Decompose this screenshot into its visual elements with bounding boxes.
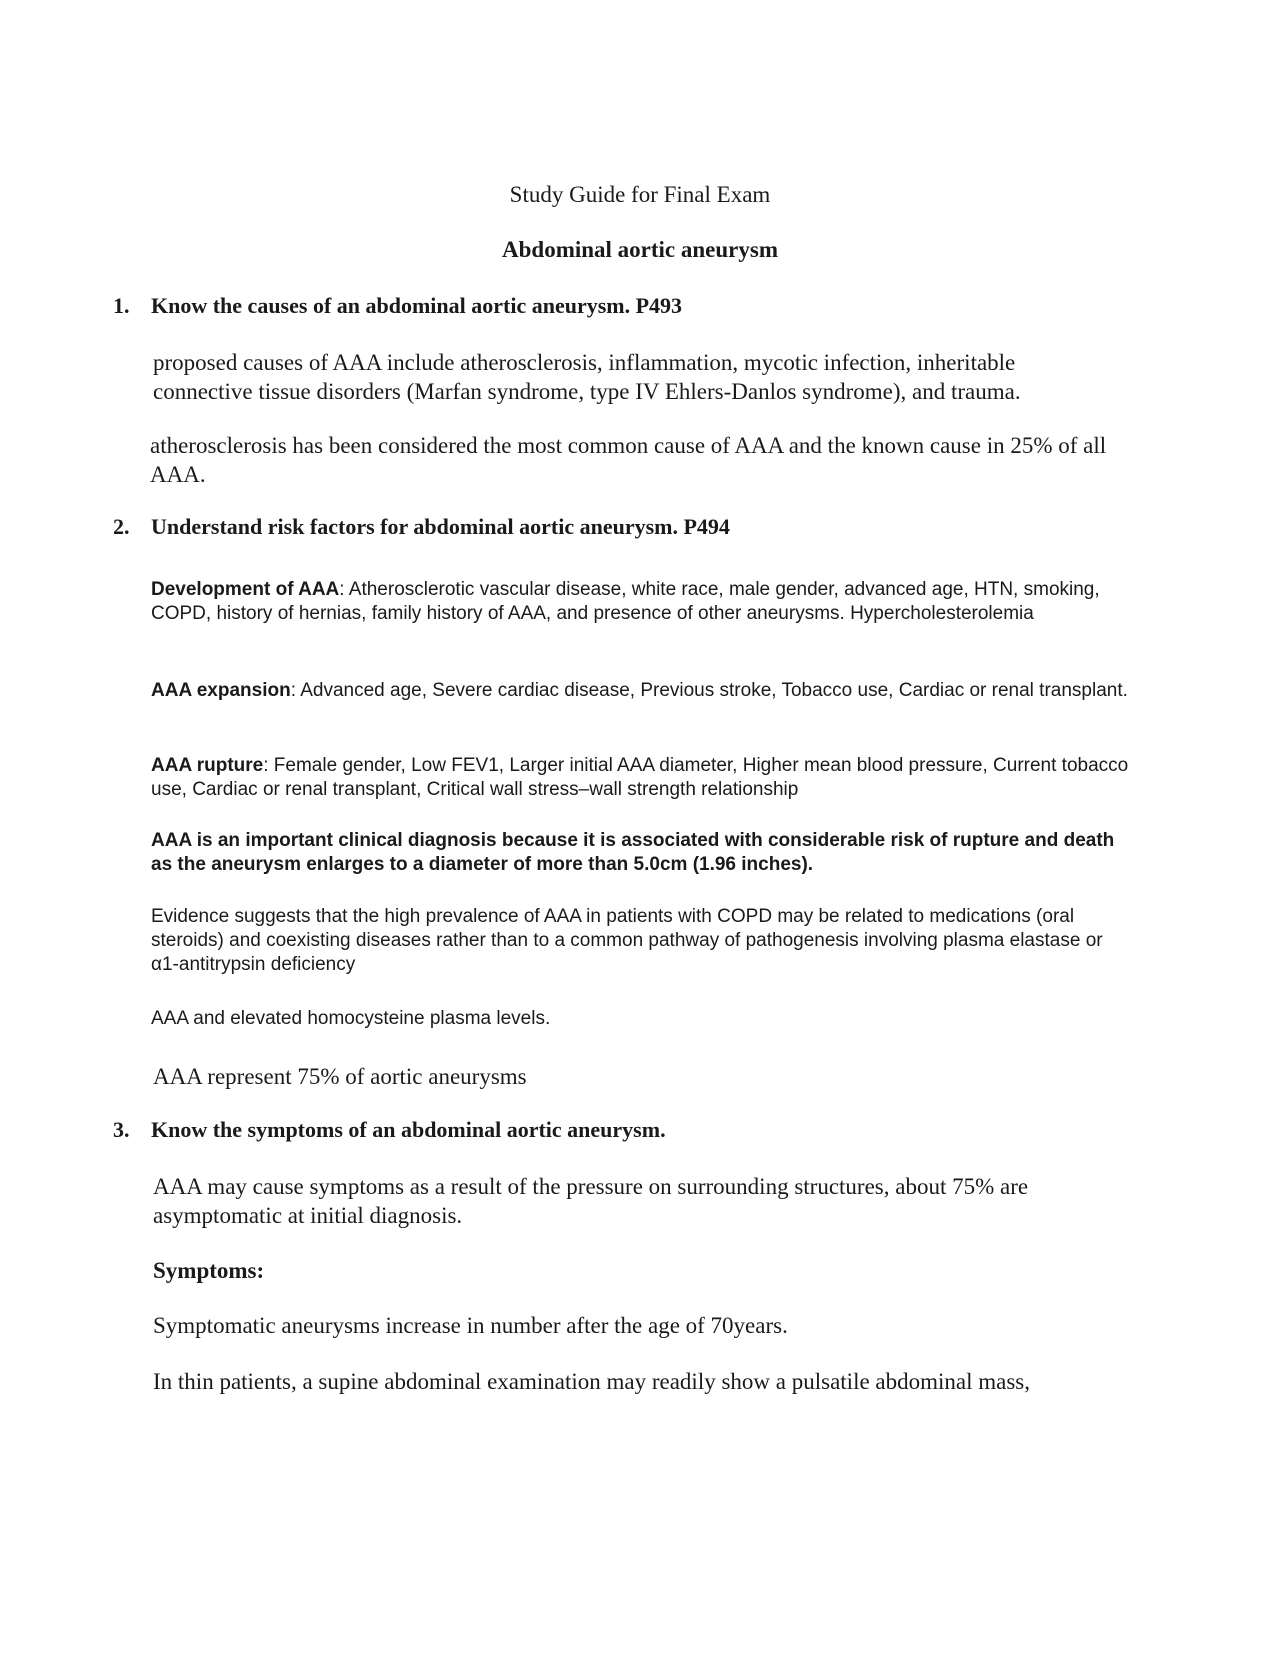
q3-paragraph-2: Symptomatic aneurysms increase in number after the age of 70years. xyxy=(153,1313,788,1338)
q1-paragraph-1: proposed causes of AAA include atherosclerosis, inflammation, mycotic infection, inheritable connective tissue disorders (Marfan syndrome, type IV Ehlers-Danlos syndrome), and trauma. xyxy=(153,350,1021,404)
question-2 xyxy=(113,514,730,540)
question-3 xyxy=(113,1117,666,1143)
question-number: 3. xyxy=(113,1117,130,1142)
section-title: Abdominal aortic aneurysm xyxy=(502,237,778,262)
question-number: 2. xyxy=(113,514,130,539)
risk-label: Development of AAA xyxy=(151,579,340,600)
risk-rupture xyxy=(151,754,1131,802)
q3-paragraph-1: AAA may cause symptoms as a result of the pressure on surrounding structures, about 75% are asymptomatic at initial diagnosis. xyxy=(153,1174,1029,1228)
homocysteine-paragraph: AAA and elevated homocysteine plasma levels. xyxy=(151,1008,551,1029)
risk-text: : Female gender, Low FEV1, Larger initial AAA diameter, Higher mean blood pressure, Current tobacco use, Cardiac or renal transplant, Critical wall stress–wall strength relationship xyxy=(151,755,1129,800)
question-text: Understand risk factors for abdominal aortic aneurysm. P494 xyxy=(151,514,730,539)
risk-expansion xyxy=(151,679,1131,703)
question-text: Know the symptoms of an abdominal aortic aneurysm. xyxy=(151,1117,666,1142)
symptoms-heading: Symptoms: xyxy=(153,1258,265,1283)
question-text: Know the causes of an abdominal aortic aneurysm. P493 xyxy=(151,293,683,318)
q3-paragraph-3: In thin patients, a supine abdominal examination may readily show a pulsatile abdominal mass, xyxy=(153,1369,1030,1394)
important-note: AAA is an important clinical diagnosis because it is associated with considerable risk of rupture and death as the aneurysm enlarges to a diameter of more than 5.0cm (1.96 inches). xyxy=(151,830,1115,875)
risk-development xyxy=(151,578,1131,626)
risk-text: : Atherosclerotic vascular disease, white race, male gender, advanced age, HTN, smoking, COPD, history of hernias, family history of AAA, and presence of other aneurysms. Hypercholesterolemia xyxy=(151,579,1100,624)
question-1 xyxy=(113,293,682,319)
risk-label: AAA rupture xyxy=(151,755,264,776)
risk-label: AAA expansion xyxy=(151,680,291,701)
risk-text: : Advanced age, Severe cardiac disease, Previous stroke, Tobacco use, Cardiac or renal transplant. xyxy=(290,680,1128,701)
evidence-paragraph: Evidence suggests that the high prevalence of AAA in patients with COPD may be related to medications (oral steroids) and coexisting diseases rather than to a common pathway of pathogenesis involving plasma elastase or α1-antitrypsin deficiency xyxy=(151,906,1103,975)
question-number: 1. xyxy=(113,293,130,318)
q1-paragraph-2: atherosclerosis has been considered the most common cause of AAA and the known cause in 25% of all AAA. xyxy=(150,433,1107,487)
represent-paragraph: AAA represent 75% of aortic aneurysms xyxy=(153,1064,527,1089)
document-title: Study Guide for Final Exam xyxy=(509,182,771,207)
